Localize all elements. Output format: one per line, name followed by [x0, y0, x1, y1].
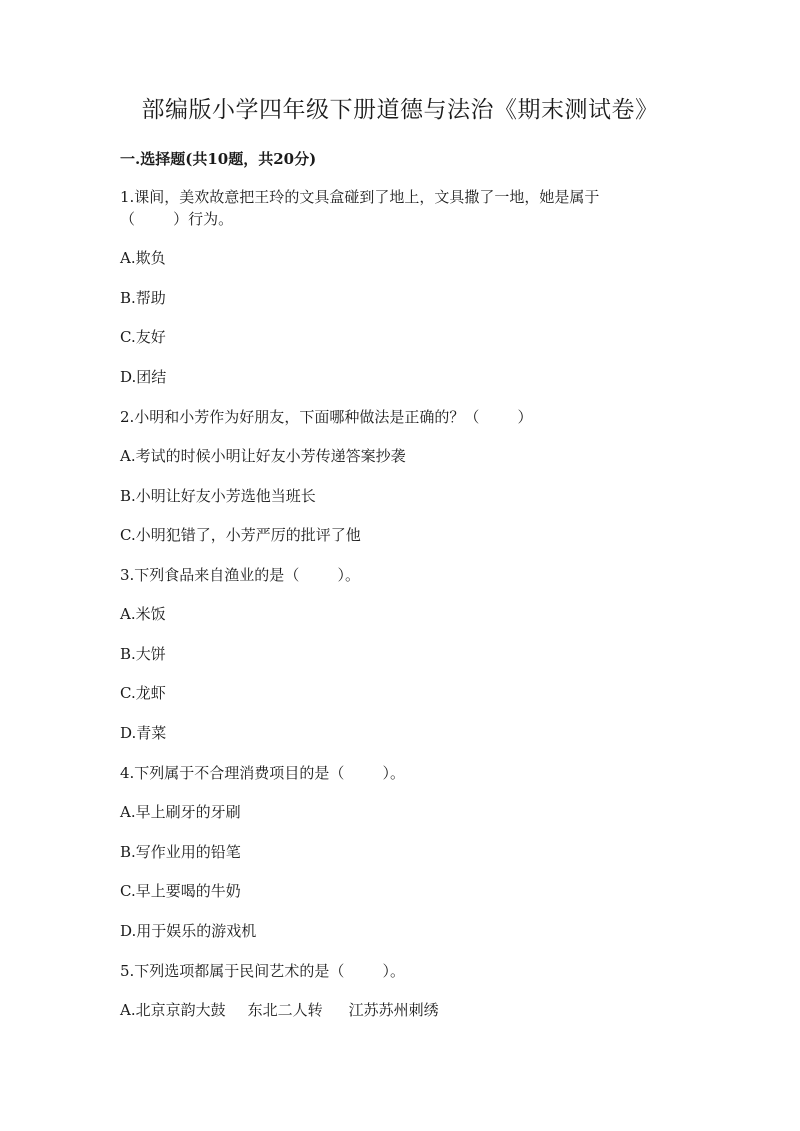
question-4-stem: 4.下列属于不合理消费项目的是（ ）。 [120, 764, 405, 782]
question-2-option-b: B.小明让好友小芳选他当班长 [120, 487, 316, 505]
question-1-option-d: D.团结 [120, 368, 167, 386]
question-5-option-a-part2: 东北二人转 [247, 1001, 323, 1019]
question-2-stem: 2.小明和小芳作为好朋友，下面哪种做法是正确的？（ ） [120, 408, 533, 426]
question-4-option-a: A.早上刷牙的牙刷 [120, 803, 241, 821]
question-1-option-a: A.欺负 [120, 249, 166, 267]
question-3-option-d: D.青菜 [120, 724, 167, 742]
question-3-option-c: C.龙虾 [120, 684, 166, 702]
question-4-option-b: B.写作业用的铅笔 [120, 843, 241, 861]
question-3-option-b: B.大饼 [120, 645, 166, 663]
question-4-option-d: D.用于娱乐的游戏机 [120, 922, 257, 940]
page-title: 部编版小学四年级下册道德与法治《期末测试卷》 [141, 97, 659, 123]
question-1-option-c: C.友好 [120, 328, 166, 346]
question-2-option-c: C.小明犯错了，小芳严厉的批评了他 [120, 526, 361, 544]
question-1-stem-line2: （ ）行为。 [120, 210, 234, 228]
question-5-option-a [120, 999, 439, 1021]
question-5-option-a-part3: 江苏苏州刺绣 [348, 1001, 439, 1019]
question-4-option-c: C.早上要喝的牛奶 [120, 882, 241, 900]
question-2-option-a: A.考试的时候小明让好友小芳传递答案抄袭 [120, 447, 406, 465]
question-1-stem-line1: 1.课间，美欢故意把王玲的文具盒碰到了地上，文具撒了一地，她是属于 [120, 188, 600, 206]
section-heading: 一.选择题(共10题，共20分) [120, 150, 317, 168]
question-3-option-a: A.米饭 [120, 605, 166, 623]
question-1-option-b: B.帮助 [120, 289, 166, 307]
question-5-stem: 5.下列选项都属于民间艺术的是（ ）。 [120, 962, 405, 980]
question-5-option-a-part1: A.北京京韵大鼓 [120, 1001, 226, 1019]
question-3-stem: 3.下列食品来自渔业的是（ ）。 [120, 566, 360, 584]
